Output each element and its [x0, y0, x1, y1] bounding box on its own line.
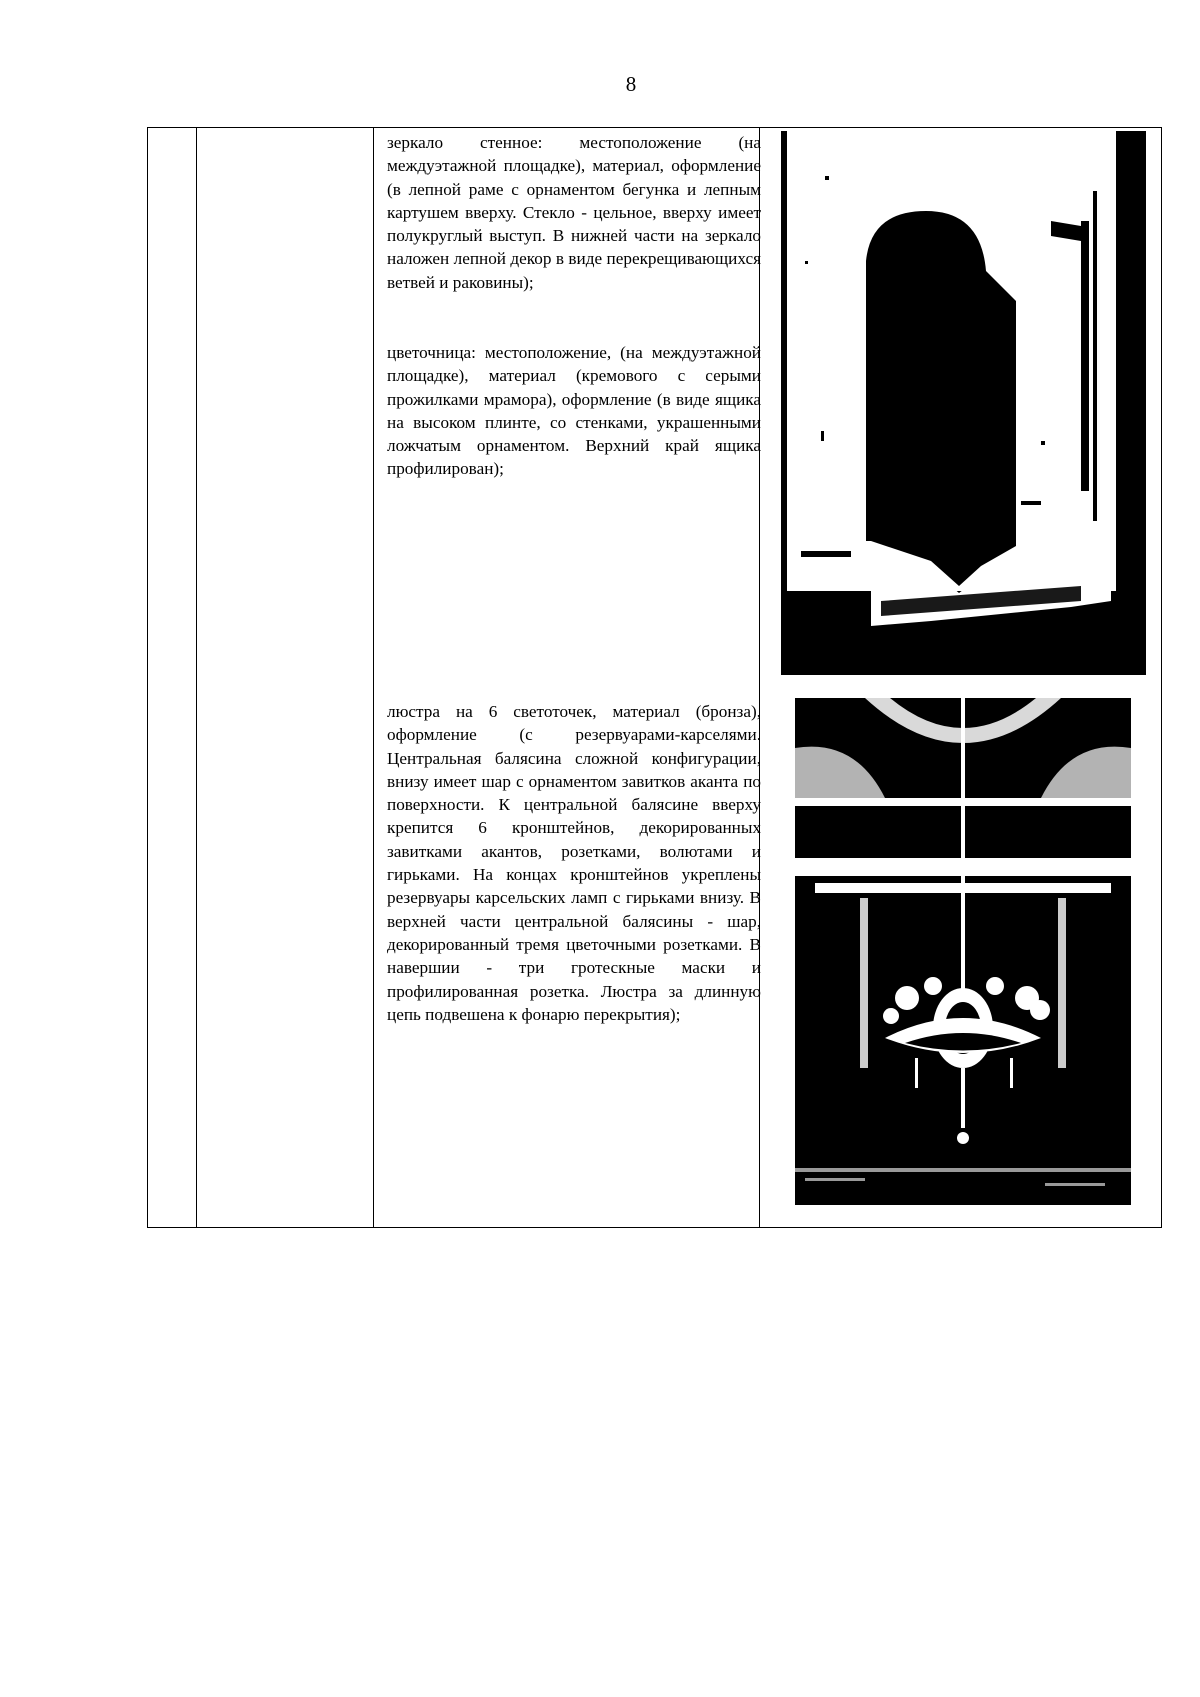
chandelier-description: люстра на 6 светоточек, материал (бронза), оформление (с резервуарами-карселями. Центральная балясина сложной конфигурации, внизу имеет шар с орнаментом завитков аканта по поверхности. К центральной балясине вверху крепится 6 кронштейнов, декорированных завитками акантов, розетками, волютами и гирьками. На концах кронштейнов укреплены резервуары карсельских ламп с гирьками внизу. В верхней части центральной балясины - шар, декорированный тремя цветочными розетками. В навершии - три гротескные маски и профилированная розетка. Люстра за длинную цепь подвешена к фонарю перекрытия);	[387, 702, 761, 1024]
planter-description: цветочница: местоположение, (на междуэтажной площадке), материал (кремового с серыми прожилками мрамора), оформление (в виде ящика на высоком плинте, со стенками, украшенными ложчатым орнаментом. Верхний край ящика профилирован);	[387, 343, 761, 479]
mirror-description: зеркало стенное: местоположение (на междуэтажной площадке), материал, оформление (в лепной раме с орнаментом бегунка и лепным картушем вверху. Стекло - цельное, вверху имеет полукруглый выступ. В нижней части на зеркало наложен лепной декор в виде перекрещивающихся ветвей и раковины);	[387, 133, 761, 292]
column-divider	[196, 128, 197, 1227]
chandelier-photo	[795, 698, 1131, 1205]
mirror-photo	[781, 131, 1146, 675]
page-number: 8	[625, 72, 637, 96]
column-divider	[373, 128, 374, 1227]
